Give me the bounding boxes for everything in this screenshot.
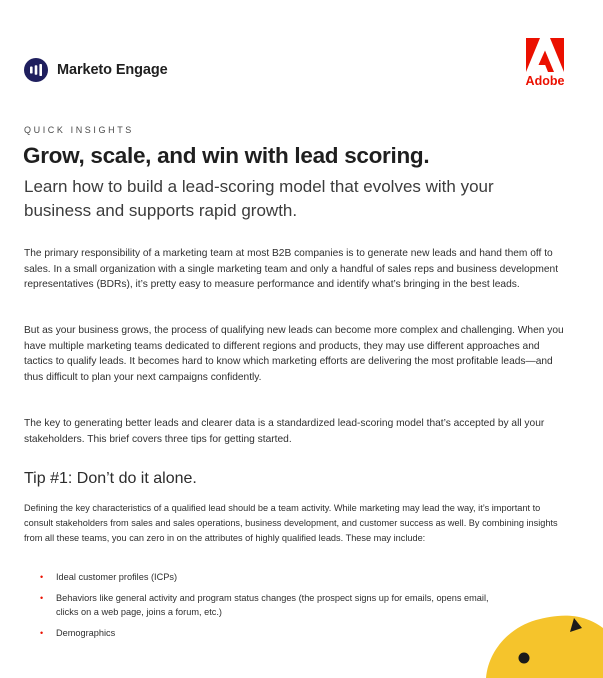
eyebrow-label: QUICK INSIGHTS <box>24 125 134 135</box>
list-item <box>40 591 510 620</box>
list-item <box>40 626 510 641</box>
page-subtitle: Learn how to build a lead-scoring model that evolves with your business and supports rapid growth. <box>24 177 494 220</box>
brand-name: Marketo Engage <box>57 62 168 78</box>
list-item <box>40 570 510 585</box>
adobe-wordmark: Adobe <box>525 74 565 88</box>
tip-1-body: Defining the key characteristics of a qualified lead should be a team activity. While marketing may lead the way, it’s important to consult stakeholders from sales and sales operations, business development, and customer success as well. By combining insights from all these teams, you can zero in on the attributes of highly qualified leads. These may include: <box>24 503 558 543</box>
adobe-logo <box>522 38 568 88</box>
adobe-logo-icon <box>526 38 564 72</box>
list-item-text: Demographics <box>56 627 116 638</box>
marketo-bars-icon <box>24 58 48 82</box>
marketo-brand <box>24 58 168 82</box>
page-title: Grow, scale, and win with lead scoring. <box>23 143 430 168</box>
list-item-text: Ideal customer profiles (ICPs) <box>56 572 178 582</box>
bullet-icon: • <box>40 627 44 638</box>
tip-1-heading: Tip #1: Don’t do it alone. <box>24 470 197 487</box>
list-item-text: Behaviors like general activity and program status changes (the prospect signs up for emails, opens email, clicks on a web page, joins a forum, etc.) <box>56 592 489 617</box>
intro-paragraph-1: The primary responsibility of a marketing team at most B2B companies is to generate new leads and hand them off to sales. In a small organization with a single marketing team and only a handful of sales reps and business development representatives (BDRs), it’s pretty easy to measure performance and identify what’s bringing in the best leads. <box>24 248 559 290</box>
bullet-icon: • <box>40 592 44 603</box>
tip-1-bullet-list <box>40 570 510 646</box>
decorative-graphic <box>478 598 603 678</box>
intro-paragraph-3: The key to generating better leads and clearer data is a standardized lead-scoring model that’s accepted by all your stakeholders. This brief covers three tips for getting started. <box>24 418 545 445</box>
intro-paragraph-2: But as your business grows, the process of qualifying new leads can become more complex and challenging. When you have multiple marketing teams dedicated to different regions and products, they may use different approaches and tactics to qualify leads. It becomes hard to know which marketing efforts are delivering the most profitable leads—and thus difficult to plan your next campaigns confidently. <box>24 325 564 383</box>
bullet-icon: • <box>40 572 44 582</box>
